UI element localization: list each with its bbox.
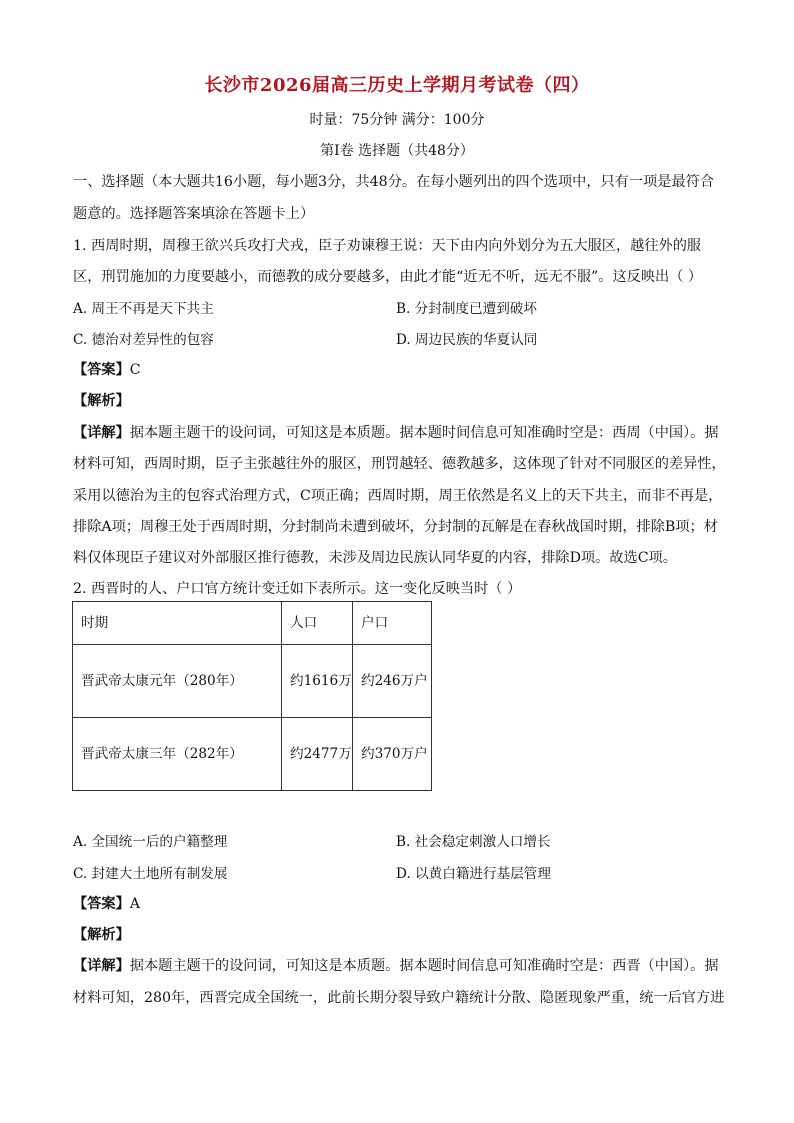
q2-analysis-tag: 【解析】: [73, 927, 130, 943]
q2-option-a: A. 全国统一后的户籍整理: [73, 834, 228, 850]
table-cell: [282, 645, 353, 718]
q2-detail-line-1: [73, 955, 723, 975]
table-cell-text: 约2477万: [290, 746, 352, 762]
q1-analysis-tag: 【解析】: [73, 393, 130, 409]
table-row: [73, 718, 432, 791]
table-cell: [282, 718, 353, 791]
instructions-line-2: 题意的。选择题答案填涂在答题卡上）: [73, 206, 315, 222]
table-header-cell: 人口: [282, 602, 353, 645]
q2-detail-line-2: 材料可知，280年，西晋完成全国统一，此前长期分裂导致户籍统计分散、隐匿现象严重，统一后官方进: [73, 990, 725, 1006]
page-title: 长沙市2026届高三历史上学期月考试卷（四）: [204, 75, 590, 96]
q1-answer: [73, 359, 723, 379]
answer-value: C: [129, 362, 141, 378]
answer-value: A: [129, 896, 141, 912]
q1-detail-line-5: 料仅体现臣子建议对外部服区推行德教，未涉及周边民族认同华夏的内容，排除D项。故选C项。: [73, 550, 677, 566]
q1-detail-line-4: 排除A项；周穆王处于西周时期，分封制尚未遭到破坏，分封制的瓦解是在春秋战国时期，排除B项；材: [73, 519, 718, 535]
table-row: [73, 645, 432, 718]
instructions-line-1: 一、选择题（本大题共16小题，每小题3分，共48分。在每小题列出的四个选项中，只有一项是最符合: [73, 174, 715, 190]
q2-option-c: C. 封建大土地所有制发展: [73, 866, 228, 882]
table-header-cell: 时期: [73, 602, 282, 645]
table-cell: [353, 645, 432, 718]
detail-text: 据本题主题干的设问词，可知这是本质题。据本题时间信息可知准确时空是：西周（中国）。据: [129, 425, 719, 441]
exam-meta: 时量：75分钟 满分：100分: [309, 112, 485, 128]
table-cell: [353, 718, 432, 791]
q1-detail-line-2: 材料可知，西周时期，臣子主张越往外的服区，刑罚越轻、德教越多，这体现了针对不同服区的差异性，: [73, 456, 726, 472]
q2-answer: [73, 893, 723, 913]
q1-stem-line-1: 1. 西周时期，周穆王欲兴兵攻打犬戎，臣子劝谏穆王说：天下由内向外划分为五大服区，越往外的服: [73, 238, 702, 254]
q1-detail-line-1: [73, 422, 723, 442]
detail-tag: 【详解】: [73, 958, 130, 974]
q1-option-c: C. 德治对差异性的包容: [73, 332, 214, 348]
section-heading: 第Ⅰ卷 选择题（共48分）: [320, 143, 474, 159]
q1-detail-line-3: 采用以德治为主的包容式治理方式，C项正确；西周时期，周王依然是名义上的天下共主，而非不再是，: [73, 488, 723, 504]
q1-stem-line-2: 区，刑罚施加的力度要越小，而德教的成分要越多，由此才能“近无不听，远无不服”。这反映出（ ）: [73, 269, 703, 285]
q1-option-d: D. 周边民族的华夏认同: [396, 332, 538, 348]
table-cell-text: 约246万户: [361, 673, 428, 689]
q1-option-b: B. 分封制度已遭到破坏: [396, 301, 537, 317]
table-header-row: [73, 602, 432, 645]
population-table: [72, 601, 432, 791]
detail-tag: 【详解】: [73, 425, 130, 441]
table-cell: 晋武帝太康三年（282年）: [73, 718, 282, 791]
q2-stem: 2. 西晋时的人、户口官方统计变迁如下表所示。这一变化反映当时（ ）: [73, 581, 522, 597]
detail-text: 据本题主题干的设问词，可知这是本质题。据本题时间信息可知准确时空是：西晋（中国）。据: [129, 958, 719, 974]
q1-option-a: A. 周王不再是天下共主: [73, 301, 214, 317]
q2-option-d: D. 以黄白籍进行基层管理: [396, 866, 551, 882]
answer-tag: 【答案】: [73, 362, 130, 378]
table-header-cell: 户口: [353, 602, 432, 645]
table-cell-text: 约1616万: [290, 673, 352, 689]
answer-tag: 【答案】: [73, 896, 130, 912]
q2-option-b: B. 社会稳定刺激人口增长: [396, 834, 551, 850]
table-cell-text: 约370万户: [361, 746, 428, 762]
table-cell: 晋武帝太康元年（280年）: [73, 645, 282, 718]
